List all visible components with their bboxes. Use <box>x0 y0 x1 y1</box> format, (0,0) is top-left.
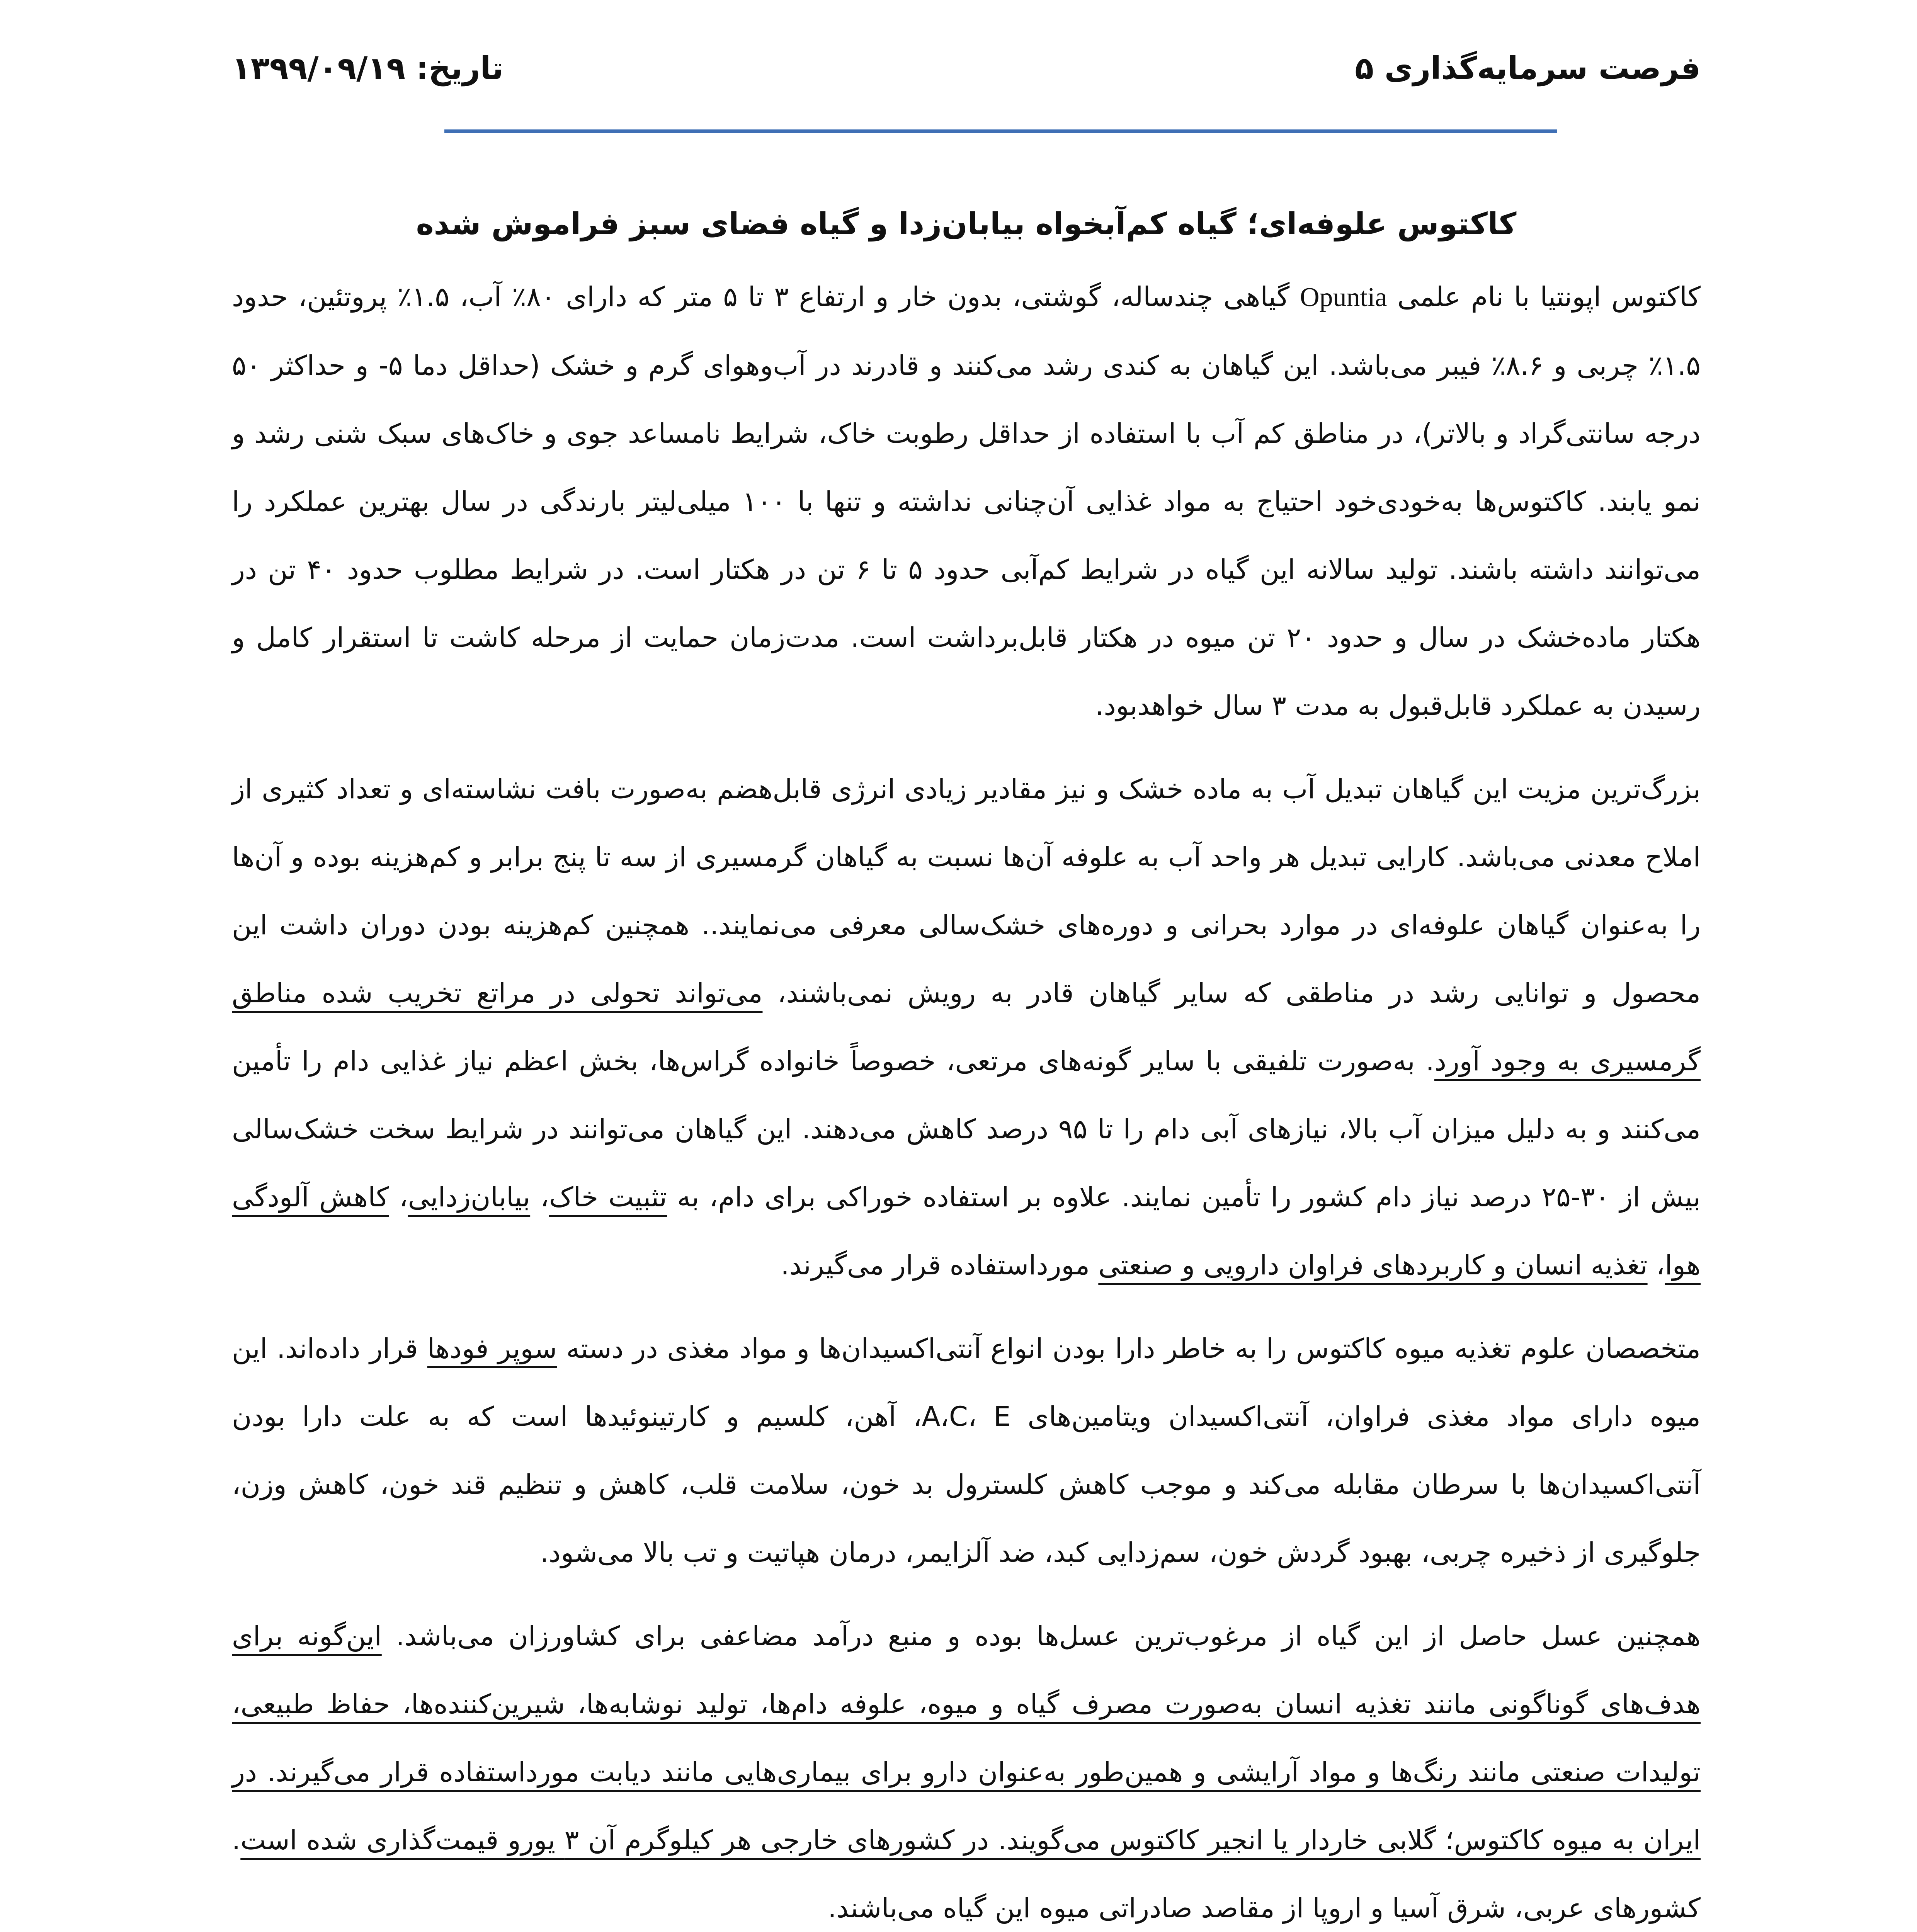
p2-text-1: بزرگ‌ترین مزیت این گیاهان تبدیل آب به ماده خشک و نیز مقادیر زیادی انرژی قابل‌هضم به‌صورت بافت نشاسته‌ای و تعداد کثیری از املاح معدنی می‌باشد. کارایی تبدیل هر واحد آب به علوفه آن‌ها نسبت به گیاهان گرمسیری از سه تا پنج برابر و کم‌هزینه بوده و آن‌ها را به‌عنوان گیاهان علوفه‌ای در موارد بحرانی و دوره‌های خشک‌سالی معرفی می‌نمایند.. همچنین کم‌هزینه بودن دوران داشت این محصول و توانایی رشد در مناطقی که سایر گیاهان قادر به رویش نمی‌باشند، <box>232 773 1701 1009</box>
p2-link-5[interactable]: تغذیه انسان و کاربردهای فراوان دارویی و صنعتی <box>1098 1249 1648 1281</box>
paragraph-3 <box>232 1315 1701 1587</box>
p1-text-1: کاکتوس اپونتیا با نام علمی <box>1387 281 1701 313</box>
paragraph-4 <box>232 1602 1701 1932</box>
p2-text-5: ، <box>1647 1249 1665 1281</box>
p3-text-1: متخصصان علوم تغذیه میوه کاکتوس را به خاطر دارا بودن انواع آنتی‌اکسیدان‌ها و مواد مغذی در دسته <box>557 1333 1701 1364</box>
p4-text-1: همچنین عسل حاصل از این گیاه از مرغوب‌ترین عسل‌ها بوده و منبع درآمد مضاعفی برای کشاورزان می‌باشد. <box>381 1620 1701 1652</box>
document-date: تاریخ: ۱۳۹۹/۰۹/۱۹ <box>232 50 503 86</box>
p2-text-2: . به‌صورت تلفیقی با سایر گونه‌های مرتعی، خصوصاً خانواده گراس‌ها، بخش اعظم نیاز غذایی دام را تأمین می‌کنند و به دلیل میزان آب بالا، نیازهای آبی دام را تا ۹۵ درصد کاهش می‌دهند. این گیاهان می‌توانند در شرایط سخت خشک‌سالی بیش از ۳۰-۲۵ درصد نیاز دام کشور را تأمین نمایند. علاوه بر استفاده خوراکی برای دام، به <box>232 1045 1701 1213</box>
p2-link-3[interactable]: بیابان‌زدایی <box>408 1181 531 1213</box>
article-body <box>232 201 1701 1932</box>
paragraph-1 <box>232 263 1701 740</box>
article-title: کاکتوس علوفه‌ای؛ گیاه کم‌آبخواه بیابان‌زدا و گیاه فضای سبز فراموش شده <box>416 207 1517 242</box>
page-header <box>232 50 1701 97</box>
scientific-name: Opuntia <box>1300 282 1387 312</box>
p2-link-4[interactable]: کاهش آلودگی هوا <box>232 1181 1701 1281</box>
p1-text-2: گیاهی چندساله، گوشتی، بدون خار و ارتفاع ۳ تا ۵ متر که دارای ۸۰٪ آب، ۱.۵٪ پروتئین، حدود ۱.۵٪ چربی و ۸.۶٪ فیبر می‌باشد. این گیاهان به کندی رشد می‌کنند و قادرند در آب‌وهوای گرم و خشک (حداقل دما ۵- و حداکثر ۵۰ درجه سانتی‌گراد و بالاتر)، در مناطق کم آب با استفاده از حداقل رطوبت خاک، شرایط نامساعد جوی و خاک‌های سبک شنی رشد و نمو یابند. کاکتوس‌ها به‌خودی‌خود احتیاج به مواد غذایی آن‌چنانی نداشته و تنها با ۱۰۰ میلی‌لیتر بارندگی در سال بهترین عملکرد را می‌توانند داشته باشند. تولید سالانه این گیاه در شرایط کم‌آبی حدود ۵ تا ۶ تن در هکتار است. در شرایط مطلوب حدود ۴۰ تن در هکتار ماده‌خشک در سال و حدود ۲۰ تن میوه در هکتار قابل‌برداشت است. مدت‌زمان حمایت از مرحله کاشت تا استقرار کامل و رسیدن به عملکرد قابل‌قبول به مدت ۳ سال خواهدبود. <box>232 281 1701 721</box>
p2-text-6: مورداستفاده قرار می‌گیرند. <box>781 1249 1099 1281</box>
document-title: فرصت سرمایه‌گذاری ۵ <box>1355 50 1701 86</box>
p3-link-1[interactable]: سوپر فودها <box>427 1333 557 1364</box>
p4-text-2: . کشورهای عربی، شرق آسیا و اروپا از مقاصد صادراتی میوه این گیاه می‌باشند. <box>232 1824 1701 1924</box>
p2-text-3: ، <box>530 1181 549 1213</box>
p2-text-4: ، <box>389 1181 408 1213</box>
header-divider <box>444 129 1557 133</box>
paragraph-2 <box>232 755 1701 1299</box>
p3-text-2: قرار داده‌اند. این میوه دارای مواد مغذی فراوان، آنتی‌اکسیدان ویتامین‌های A،C، E، آهن، کلسیم و کارتینوئیدها است که به علت دارا بودن آنتی‌اکسیدان‌ها با سرطان مقابله می‌کند و موجب کاهش کلسترول بد خون، سلامت قلب، کاهش و تنظیم قند خون، کاهش وزن، جلوگیری از ذخیره چربی، بهبود گردش خون، سم‌زدایی کبد، ضد آلزایمر، درمان هپاتیت و تب بالا می‌شود. <box>232 1333 1701 1568</box>
p2-link-2[interactable]: تثبیت خاک <box>549 1181 667 1213</box>
p4-link-1[interactable]: این‌گونه برای هدف‌های گوناگونی مانند تغذیه انسان به‌صورت مصرف گیاه و میوه، علوفه دام‌ها، تولید نوشابه‌ها، شیرین‌کننده‌ها، حفاظ طبیعی، تولیدات صنعتی مانند رنگ‌ها و مواد آرایشی و همین‌طور به‌عنوان دارو برای بیماری‌هایی مانند دیابت مورداستفاده قرار می‌گیرند. در ایران به میوه کاکتوس؛ گلابی خاردار یا انجیر کاکتوس می‌گویند. در کشورهای خارجی هر کیلوگرم آن ۳ یورو قیمت‌گذاری شده است <box>232 1620 1701 1856</box>
p2-link-1[interactable]: می‌تواند تحولی در مراتع تخریب شده مناطق گرمسیری به وجود آورد <box>232 977 1701 1077</box>
